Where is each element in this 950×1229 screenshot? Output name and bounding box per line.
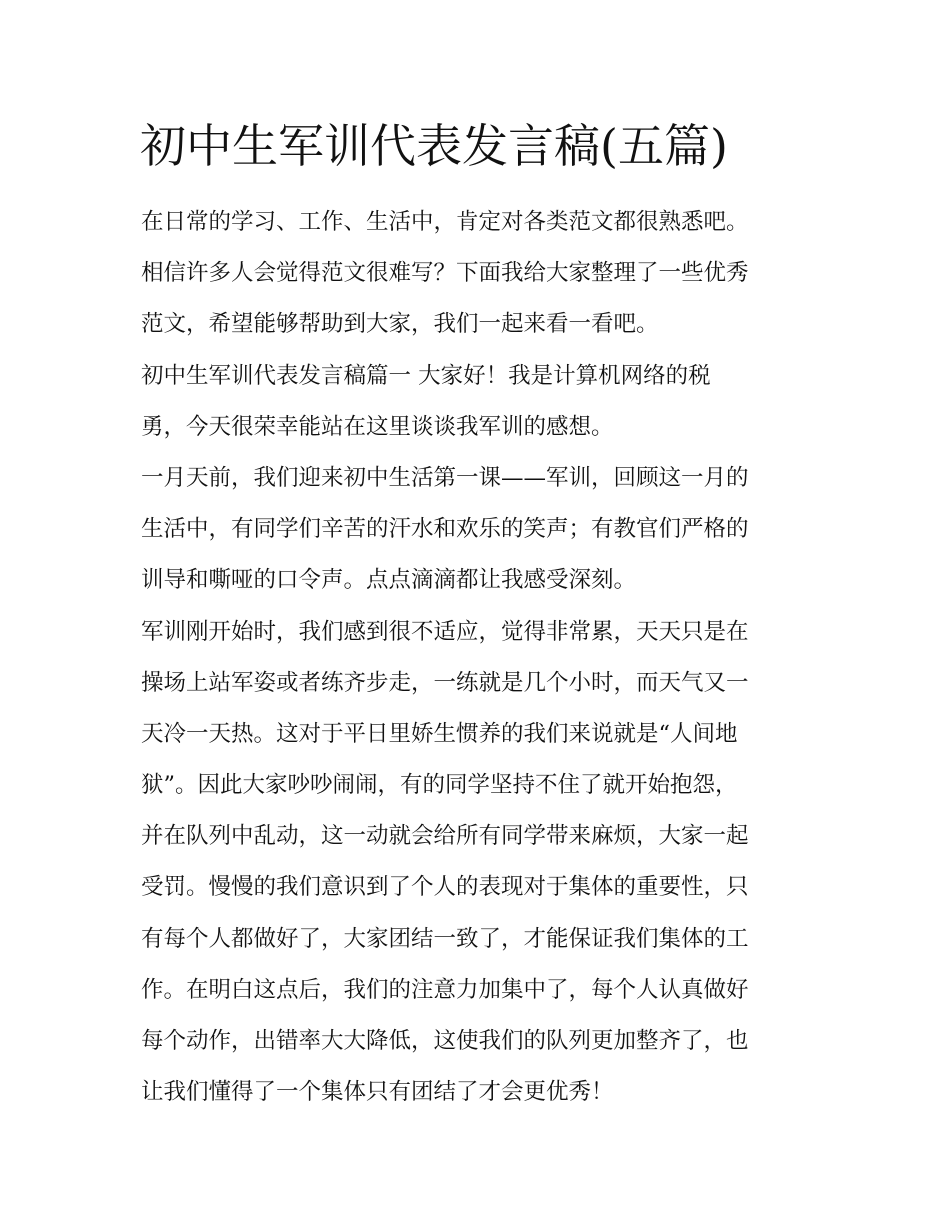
text-line: 生活中，有同学们辛苦的汗水和欢乐的笑声；有教官们严格的 [141,516,749,543]
text-line: 操场上站军姿或者练齐步走，一练就是几个小时，而天气又一 [141,669,749,696]
text-line: 狱”。因此大家吵吵闹闹，有的同学坚持不住了就开始抱怨， [141,772,738,799]
text-line: 初中生军训代表发言稿篇一 大家好！我是计算机网络的税 [141,362,711,389]
text-line: 勇，今天很荣幸能站在这里谈谈我军训的感想。 [141,413,614,440]
text-line: 天冷一天热。这对于平日里娇生惯养的我们来说就是“人间地 [141,720,738,747]
text-line: 每个动作，出错率大大降低，这使我们的队列更加整齐了，也 [141,1028,749,1054]
document-body [141,201,821,1122]
text-line: 范文，希望能够帮助到大家，我们一起来看一看吧。 [141,311,659,338]
page-title: 初中生军训代表发言稿(五篇) [140,119,728,173]
text-line: 受罚。慢慢的我们意识到了个人的表现对于集体的重要性，只 [141,874,749,901]
text-line: 训导和嘶哑的口令声。点点滴滴都让我感受深刻。 [141,567,637,594]
text-line: 相信许多人会觉得范文很难写？下面我给大家整理了一些优秀 [141,260,749,287]
text-line: 有每个人都做好了，大家团结一致了，才能保证我们集体的工 [141,925,749,952]
text-line: 作。在明白这点后，我们的注意力加集中了，每个人认真做好 [141,976,749,1003]
text-line: 并在队列中乱动，这一动就会给所有同学带来麻烦，大家一起 [141,823,749,850]
text-line: 军训刚开始时，我们感到很不适应，觉得非常累，天天只是在 [141,618,749,645]
text-line: 让我们懂得了一个集体只有团结了才会更优秀！ [141,1079,614,1106]
text-line: 在日常的学习、工作、生活中，肯定对各类范文都很熟悉吧。 [141,209,749,235]
text-line: 一月天前，我们迎来初中生活第一课——军训，回顾这一月的 [141,464,749,491]
